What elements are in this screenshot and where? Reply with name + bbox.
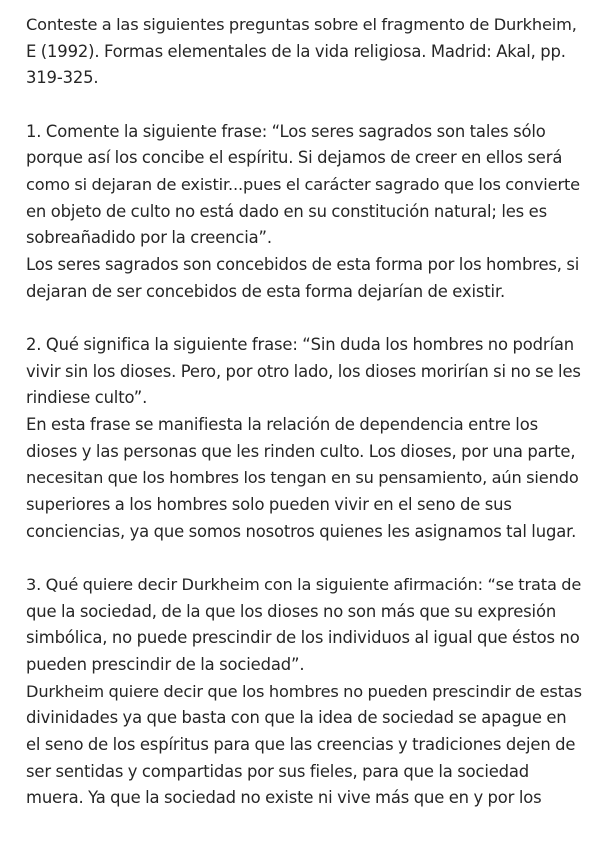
question-1-answer	[26, 252, 582, 305]
text-line: conciencias, ya que somos nosotros quienes les asignamos tal lugar.	[26, 521, 577, 541]
text-line: en objeto de culto no está dado en su constitución natural; les es	[26, 201, 547, 221]
question-2-prompt	[26, 332, 582, 412]
text-line: como si dejaran de existir...pues el carácter sagrado que los convierte	[26, 174, 580, 194]
text-line: 3. Qué quiere decir Durkheim con la siguiente afirmación: “se trata de	[26, 574, 582, 594]
text-line: muera. Ya que la sociedad no existe ni vive más que en y por los	[26, 788, 542, 808]
question-3-prompt	[26, 572, 582, 679]
text-line: sobreañadido por la creencia”.	[26, 228, 272, 248]
document-page	[26, 12, 582, 812]
text-line: 1. Comente la siguiente frase: “Los seres sagrados son tales sólo	[26, 121, 546, 141]
question-1-prompt	[26, 119, 582, 252]
question-2	[26, 332, 582, 546]
question-3	[26, 572, 582, 812]
question-2-answer	[26, 412, 582, 545]
question-3-answer	[26, 679, 582, 812]
text-line: necesitan que los hombres los tengan en su pensamiento, aún siendo	[26, 468, 579, 488]
text-line: porque así los concibe el espíritu. Si dejamos de creer en ellos será	[26, 148, 563, 168]
text-line: ser sentidas y compartidas por sus fieles, para que la sociedad	[26, 761, 530, 781]
text-line: pueden prescindir de la sociedad”.	[26, 654, 305, 674]
text-line: superiores a los hombres solo pueden vivir en el seno de sus	[26, 495, 512, 514]
text-line: Los seres sagrados son concebidos de esta forma por los hombres, si	[26, 255, 580, 274]
text-line: Conteste a las siguientes preguntas sobre el fragmento de Durkheim,	[26, 15, 577, 34]
text-line: dioses y las personas que les rinden culto. Los dioses, por una parte,	[26, 441, 576, 461]
paragraph-gap	[26, 92, 582, 119]
text-line: divinidades ya que basta con que la idea de sociedad se apague en	[26, 708, 567, 728]
paragraph-gap	[26, 305, 582, 332]
text-line: E (1992). Formas elementales de la vida religiosa. Madrid: Akal, pp.	[26, 41, 566, 61]
question-1	[26, 119, 582, 306]
text-line: dejaran de ser concebidos de esta forma dejarían de existir.	[26, 281, 506, 301]
text-line: rindiese culto”.	[26, 388, 148, 408]
text-line: 319-325.	[26, 68, 99, 88]
paragraph-gap	[26, 545, 582, 572]
text-line: simbólica, no puede prescindir de los individuos al igual que éstos no	[26, 628, 580, 648]
text-line: que la sociedad, de la que los dioses no son más que su expresión	[26, 601, 557, 621]
text-line: Durkheim quiere decir que los hombres no pueden prescindir de estas	[26, 681, 582, 701]
text-line: vivir sin los dioses. Pero, por otro lado, los dioses morirían si no se les	[26, 361, 581, 381]
text-line: En esta frase se manifiesta la relación de dependencia entre los	[26, 414, 538, 434]
text-line: 2. Qué significa la siguiente frase: “Sin duda los hombres no podrían	[26, 334, 574, 354]
text-line: el seno de los espíritus para que las creencias y tradiciones dejen de	[26, 735, 576, 754]
intro-paragraph	[26, 12, 582, 92]
